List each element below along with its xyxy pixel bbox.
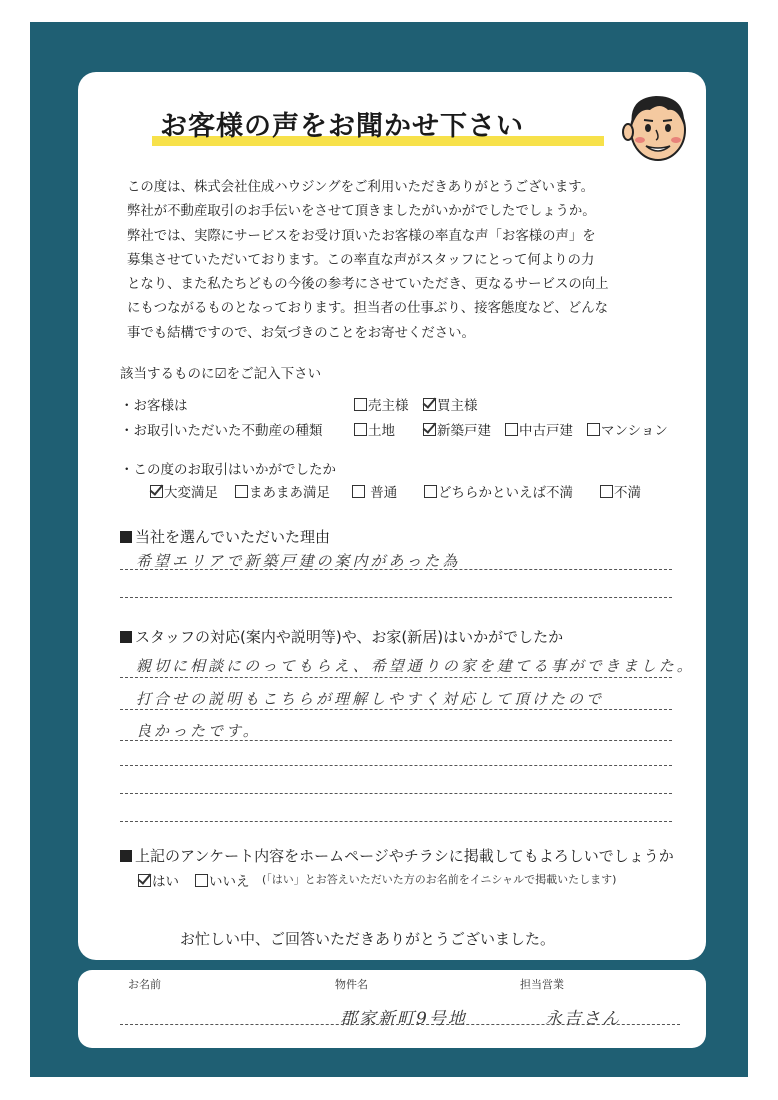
option-mansion[interactable]: マンション: [587, 419, 668, 439]
answer-line: [120, 709, 672, 710]
property-label: 物件名: [335, 978, 368, 991]
checkbox-permission-no[interactable]: [195, 874, 208, 887]
square-bullet-icon: [120, 631, 132, 643]
instruction: 該当するものに☑をご記入下さい: [120, 366, 322, 382]
page-title: お客様の声をお聞かせ下さい: [160, 111, 524, 142]
option-buyer[interactable]: 買主様: [423, 394, 478, 414]
checkbox-land[interactable]: [354, 423, 367, 436]
option-somewhat-satisfied[interactable]: まあまあ満足: [235, 481, 330, 501]
footer-line: [120, 1024, 680, 1025]
staff-answer-line-1[interactable]: 親切に相談にのってもらえ、希望通りの家を建てる事ができました。: [136, 657, 695, 675]
checkbox-normal[interactable]: [352, 485, 365, 498]
staff-answer-line-3[interactable]: 良かったです。: [136, 722, 261, 740]
answer-line: [120, 597, 672, 598]
option-permission-no[interactable]: いいえ: [195, 870, 250, 890]
answer-line: [120, 765, 672, 766]
answer-line: [120, 569, 672, 570]
permission-note: (「はい」とお答えいただいた方のお名前をイニシャルで掲載いたします): [262, 873, 617, 886]
sales-label: 担当営業: [520, 978, 564, 991]
checkbox-new-house[interactable]: [423, 423, 436, 436]
checkbox-unsatisfied[interactable]: [600, 485, 613, 498]
intro-text: この度は、株式会社住成ハウジングをご利用いただきありがとうございます。 弊社が不動産取引のお手伝いをさせて頂きましたがいかがでしたでしょうか。 弊社では、実際にサービスをお受け頂いたお客様の率直な声「お客様の声」を 募集させていただいております。この率直な声がスタッフにとって何よりの力 となり、また私たちどもの今後の参考にさせていただき、更なるサービスの向上 にもつながるものとなっております。担当者の仕事ぶり、接客態度など、どんな 事でも結構ですので、お気づきのことをお寄せください。: [127, 180, 609, 341]
checkbox-seller[interactable]: [354, 398, 367, 411]
thanks-message: お忙しい中、ご回答いただきありがとうございました。: [180, 930, 556, 948]
section-permission-heading: 上記のアンケート内容をホームページやチラシに掲載してもよろしいでしょうか: [120, 845, 674, 866]
answer-line: [120, 793, 672, 794]
staff-answer-line-2[interactable]: 打合せの説明もこちらが理解しやすく対応して頂けたので: [136, 690, 605, 708]
reason-answer[interactable]: 希望エリアで新築戸建の案内があった為: [136, 552, 461, 570]
property-value[interactable]: 郡家新町9号地: [340, 1009, 467, 1029]
option-permission-yes[interactable]: はい: [138, 870, 179, 890]
question-customer-type: ・お客様は: [120, 398, 188, 414]
checkbox-used-house[interactable]: [505, 423, 518, 436]
question-satisfaction: ・この度のお取引はいかがでしたか: [120, 462, 336, 478]
option-land[interactable]: 土地: [354, 419, 395, 439]
option-unsatisfied[interactable]: 不満: [600, 481, 641, 501]
option-very-satisfied[interactable]: 大変満足: [150, 481, 218, 501]
section-reason-heading: 当社を選んでいただいた理由: [120, 526, 330, 547]
option-new-house[interactable]: 新築戸建: [423, 419, 491, 439]
answer-line: [120, 677, 672, 678]
answer-line: [120, 740, 672, 741]
checkbox-somewhat-unsatisfied[interactable]: [424, 485, 437, 498]
square-bullet-icon: [120, 531, 132, 543]
option-used-house[interactable]: 中古戸建: [505, 419, 573, 439]
checkbox-buyer[interactable]: [423, 398, 436, 411]
answer-line: [120, 821, 672, 822]
section-staff-heading: スタッフの対応(案内や説明等)や、お家(新居)はいかがでしたか: [120, 626, 563, 647]
question-property-type: ・お取引いただいた不動産の種類: [120, 423, 323, 439]
checkbox-somewhat-satisfied[interactable]: [235, 485, 248, 498]
option-seller[interactable]: 売主様: [354, 394, 409, 414]
checkbox-mansion[interactable]: [587, 423, 600, 436]
checkbox-very-satisfied[interactable]: [150, 485, 163, 498]
option-normal[interactable]: 普通: [352, 481, 397, 501]
checkbox-permission-yes[interactable]: [138, 874, 151, 887]
sales-value[interactable]: 永吉さん: [545, 1009, 621, 1029]
mascot-face-icon: [620, 86, 694, 162]
name-label: お名前: [128, 978, 161, 991]
option-somewhat-unsatisfied[interactable]: どちらかといえば不満: [424, 481, 573, 501]
square-bullet-icon: [120, 850, 132, 862]
